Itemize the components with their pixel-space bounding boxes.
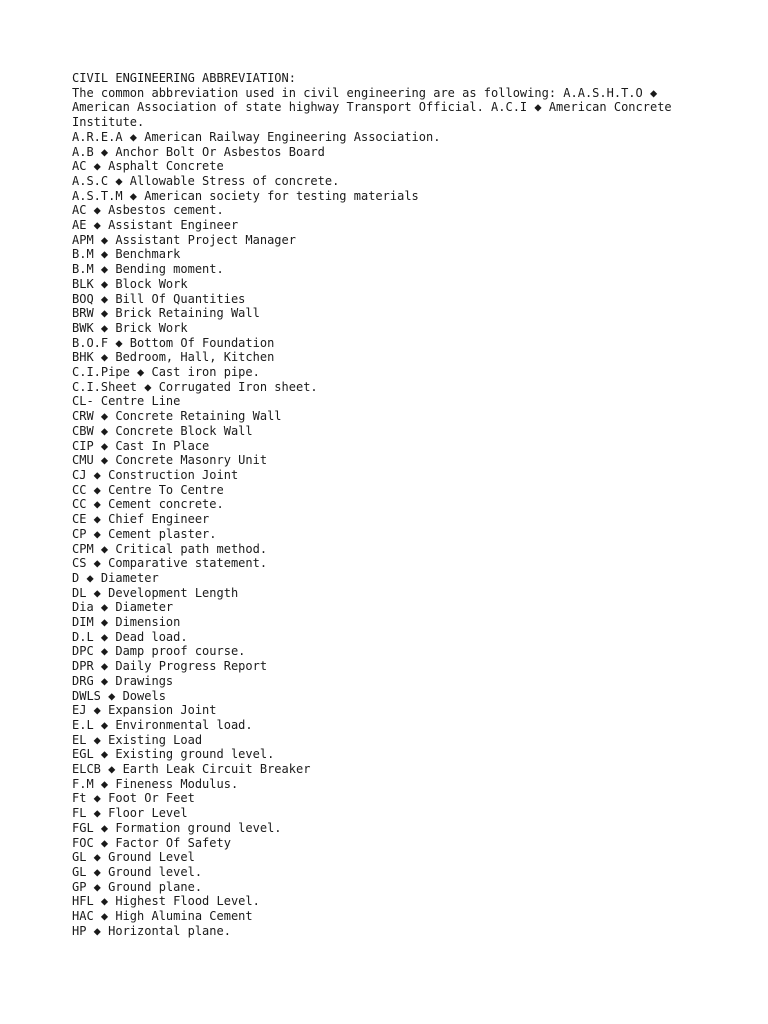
list-item: BRW ◆ Brick Retaining Wall <box>72 306 260 321</box>
list-item: CPM ◆ Critical path method. <box>72 541 268 556</box>
list-item: BLK ◆ Block Work <box>72 276 188 291</box>
list-item: DL ◆ Development Length <box>72 585 239 600</box>
list-item: C.I.Pipe ◆ Cast iron pipe. <box>72 365 260 380</box>
list-item: B.M ◆ Benchmark <box>72 247 181 262</box>
list-item: BOQ ◆ Bill Of Quantities <box>72 291 246 306</box>
list-item: CC ◆ Centre To Centre <box>72 482 224 497</box>
abbreviation-list <box>72 130 712 939</box>
list-item: CC ◆ Cement concrete. <box>72 497 224 512</box>
list-item: Dia ◆ Diameter <box>72 600 174 615</box>
list-item: AC ◆ Asbestos cement. <box>72 203 224 218</box>
list-item: CP ◆ Cement plaster. <box>72 526 217 541</box>
list-item: C.I.Sheet ◆ Corrugated Iron sheet. <box>72 379 318 394</box>
list-item: DWLS ◆ Dowels <box>72 688 166 703</box>
list-item: CS ◆ Comparative statement. <box>72 556 268 571</box>
list-item: A.R.E.A ◆ American Railway Engineering Association. <box>72 129 441 144</box>
document-intro: The common abbreviation used in civil engineering are as following: A.A.S.H.T.O ◆ American Association of state highway Transport Official. A.C.I ◆ American Concrete Institute. <box>72 85 679 130</box>
list-item: E.L ◆ Environmental load. <box>72 717 253 732</box>
list-item: F.M ◆ Fineness Modulus. <box>72 776 239 791</box>
list-item: FOC ◆ Factor Of Safety <box>72 835 231 850</box>
list-item: A.B ◆ Anchor Bolt Or Asbestos Board <box>72 144 325 159</box>
list-item: APM ◆ Assistant Project Manager <box>72 232 296 247</box>
list-item: CIP ◆ Cast In Place <box>72 438 210 453</box>
list-item: CE ◆ Chief Engineer <box>72 512 210 527</box>
list-item: FL ◆ Floor Level <box>72 806 188 821</box>
list-item: AE ◆ Assistant Engineer <box>72 218 239 233</box>
list-item: CJ ◆ Construction Joint <box>72 467 239 482</box>
list-item: CMU ◆ Concrete Masonry Unit <box>72 453 268 468</box>
list-item: EGL ◆ Existing ground level. <box>72 747 275 762</box>
list-item: CL- Centre Line <box>72 394 181 409</box>
list-item: HAC ◆ High Alumina Cement <box>72 909 253 924</box>
list-item: DIM ◆ Dimension <box>72 615 181 630</box>
list-item: CRW ◆ Concrete Retaining Wall <box>72 409 282 424</box>
list-item: DPR ◆ Daily Progress Report <box>72 659 268 674</box>
document-page <box>72 71 712 938</box>
list-item: EJ ◆ Expansion Joint <box>72 703 217 718</box>
list-item: B.M ◆ Bending moment. <box>72 262 224 277</box>
list-item: DPC ◆ Damp proof course. <box>72 644 246 659</box>
list-item: ELCB ◆ Earth Leak Circuit Breaker <box>72 762 311 777</box>
list-item: CBW ◆ Concrete Block Wall <box>72 423 253 438</box>
list-item: BHK ◆ Bedroom, Hall, Kitchen <box>72 350 275 365</box>
list-item: BWK ◆ Brick Work <box>72 320 188 335</box>
list-item: GP ◆ Ground plane. <box>72 879 203 894</box>
list-item: DRG ◆ Drawings <box>72 673 174 688</box>
list-item: D.L ◆ Dead load. <box>72 629 188 644</box>
list-item: GL ◆ Ground level. <box>72 864 203 879</box>
list-item: Ft ◆ Foot Or Feet <box>72 791 195 806</box>
list-item: FGL ◆ Formation ground level. <box>72 820 282 835</box>
list-item: A.S.T.M ◆ American society for testing materials <box>72 188 419 203</box>
list-item: HFL ◆ Highest Flood Level. <box>72 894 260 909</box>
list-item: EL ◆ Existing Load <box>72 732 203 747</box>
list-item: B.O.F ◆ Bottom Of Foundation <box>72 335 275 350</box>
list-item: A.S.C ◆ Allowable Stress of concrete. <box>72 173 340 188</box>
list-item: D ◆ Diameter <box>72 570 159 585</box>
document-heading: CIVIL ENGINEERING ABBREVIATION: <box>72 71 296 85</box>
list-item: HP ◆ Horizontal plane. <box>72 923 231 938</box>
list-item: AC ◆ Asphalt Concrete <box>72 159 224 174</box>
list-item: GL ◆ Ground Level <box>72 850 195 865</box>
